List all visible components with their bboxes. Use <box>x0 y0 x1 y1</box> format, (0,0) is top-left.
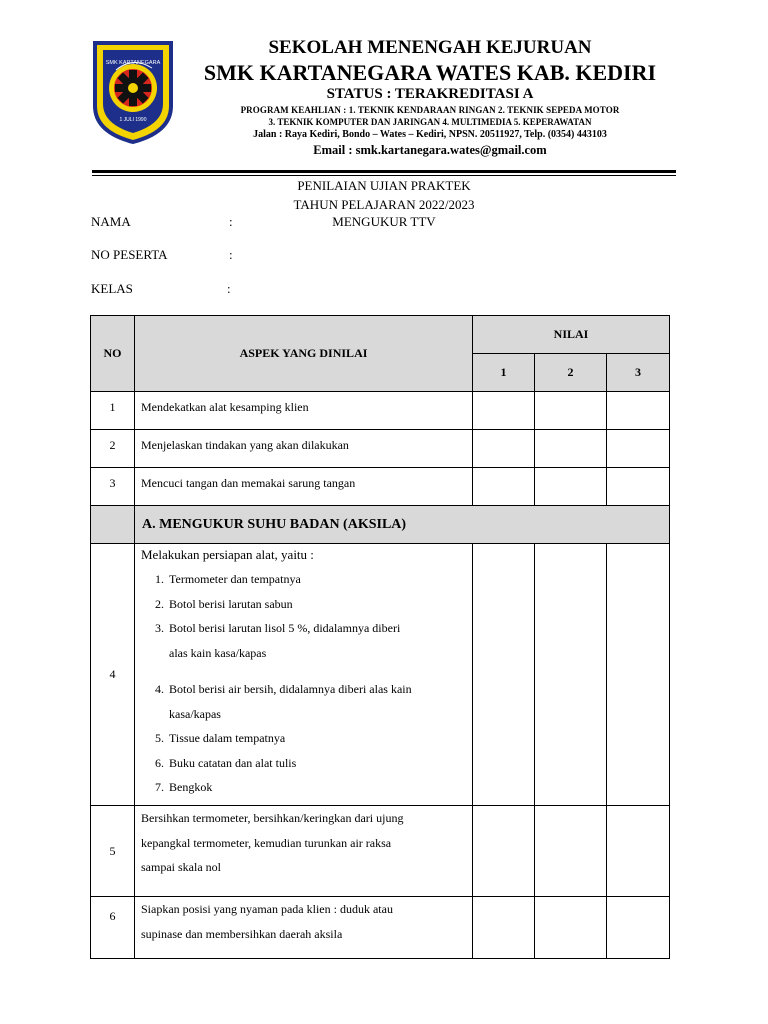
list-item <box>167 616 466 665</box>
assessment-table <box>90 315 670 959</box>
score-cell[interactable] <box>535 392 607 430</box>
list-item: 1. Termometer dan tempatnya <box>167 567 466 592</box>
section-row <box>91 506 670 544</box>
doc-title: PENILAIAN UJIAN PRAKTEK <box>297 178 471 193</box>
list-item: 5. Tissue dalam tempatnya <box>167 726 466 751</box>
row-number: 4 <box>91 544 135 806</box>
field-kelas-colon: : <box>227 281 231 296</box>
score-cell[interactable] <box>535 430 607 468</box>
score-cell[interactable] <box>473 544 535 806</box>
header-address: Jalan : Raya Kediri, Bondo – Wates – Kediri, NPSN. 20511927, Telp. (0354) 443103 <box>253 129 607 140</box>
list-item: 7. Bengkok <box>167 775 466 800</box>
score-cell[interactable] <box>473 430 535 468</box>
score-cell[interactable] <box>473 392 535 430</box>
col-aspek-header: ASPEK YANG DINILAI <box>135 316 473 392</box>
score-col-3: 3 <box>607 354 670 392</box>
list-item <box>167 677 466 726</box>
row-aspect: Mendekatkan alat kesamping klien <box>135 392 473 430</box>
list-item-continuation: kasa/kapas <box>169 706 221 721</box>
header-divider-thin <box>92 175 676 176</box>
table-row <box>91 392 670 430</box>
row-aspect <box>135 806 473 897</box>
table-row <box>91 806 670 897</box>
row-number: 5 <box>91 806 135 897</box>
doc-year: TAHUN PELAJARAN 2022/2023 <box>293 197 475 212</box>
section-a-title: A. MENGUKUR SUHU BADAN (AKSILA) <box>135 506 670 544</box>
score-cell[interactable] <box>535 897 607 959</box>
list-item: 2. Botol berisi larutan sabun <box>167 592 466 617</box>
table-row <box>91 430 670 468</box>
row-4-intro: Melakukan persiapan alat, yaitu : <box>141 547 314 562</box>
header-programs-2: 3. TEKNIK KOMPUTER DAN JARINGAN 4. MULTIMEDIA 5. KEPERAWATAN <box>268 117 592 127</box>
score-cell[interactable] <box>535 468 607 506</box>
row-5-line: kepangkal termometer, kemudian turunkan air raksa <box>141 835 392 850</box>
table-row <box>91 468 670 506</box>
field-peserta-label: NO PESERTA <box>91 247 168 262</box>
score-cell[interactable] <box>535 806 607 897</box>
score-cell[interactable] <box>607 430 670 468</box>
header-email: Email : smk.kartanegara.wates@gmail.com <box>313 143 547 157</box>
list-item-text: Botol berisi air bersih, didalamnya diberi alas kain <box>169 682 412 696</box>
score-cell[interactable] <box>607 806 670 897</box>
header-programs-1: PROGRAM KEAHLIAN : 1. TEKNIK KENDARAAN RINGAN 2. TEKNIK SEPEDA MOTOR <box>240 105 620 115</box>
row-aspect <box>135 544 473 806</box>
row-aspect <box>135 897 473 959</box>
header-divider-thick <box>92 170 676 173</box>
score-cell[interactable] <box>535 544 607 806</box>
list-item-text: Botol berisi larutan lisol 5 %, didalamnya diberi <box>169 621 401 635</box>
row-number: 1 <box>91 392 135 430</box>
logo-year-text: 1 JULI 1990 <box>119 117 147 123</box>
list-item: 6. Buku catatan dan alat tulis <box>167 751 466 776</box>
doc-subject: MENGUKUR TTV <box>332 214 436 229</box>
row-number: 6 <box>91 897 135 959</box>
table-header-row <box>91 316 670 354</box>
row-5-line: sampai skala nol <box>141 860 221 874</box>
row-number: 2 <box>91 430 135 468</box>
col-no-header: NO <box>91 316 135 392</box>
header-status: STATUS : TERAKREDITASI A <box>326 86 534 102</box>
field-nama-label: NAMA <box>91 214 131 229</box>
row-5-line: Bersihkan termometer, bersihkan/keringkan dari ujung <box>141 811 404 825</box>
table-row <box>91 544 670 806</box>
score-cell[interactable] <box>473 806 535 897</box>
header-school-name: SMK KARTANEGARA WATES KAB. KEDIRI <box>203 60 657 85</box>
score-cell[interactable] <box>607 392 670 430</box>
score-cell[interactable] <box>473 468 535 506</box>
score-cell[interactable] <box>607 544 670 806</box>
score-cell[interactable] <box>473 897 535 959</box>
school-logo <box>92 40 174 144</box>
field-nama-colon: : <box>229 214 233 229</box>
field-kelas-label: KELAS <box>91 281 133 296</box>
score-col-1: 1 <box>473 354 535 392</box>
header-school-type: SEKOLAH MENENGAH KEJURUAN <box>268 37 592 58</box>
row-number: 3 <box>91 468 135 506</box>
col-nilai-header: NILAI <box>473 316 670 354</box>
row-6-line: supinase dan membersihkan daerah aksila <box>141 926 343 941</box>
score-cell[interactable] <box>607 468 670 506</box>
section-spacer <box>91 506 135 544</box>
equipment-list <box>141 567 466 800</box>
table-row <box>91 897 670 959</box>
list-item-continuation: alas kain kasa/kapas <box>169 645 267 660</box>
row-6-line: Siapkan posisi yang nyaman pada klien : duduk atau <box>141 902 393 916</box>
logo-arc-text: SMK KARTANEGARA <box>105 60 161 66</box>
field-peserta-colon: : <box>229 247 233 262</box>
row-aspect: Mencuci tangan dan memakai sarung tangan <box>135 468 473 506</box>
row-aspect: Menjelaskan tindakan yang akan dilakukan <box>135 430 473 468</box>
score-col-2: 2 <box>535 354 607 392</box>
score-cell[interactable] <box>607 897 670 959</box>
